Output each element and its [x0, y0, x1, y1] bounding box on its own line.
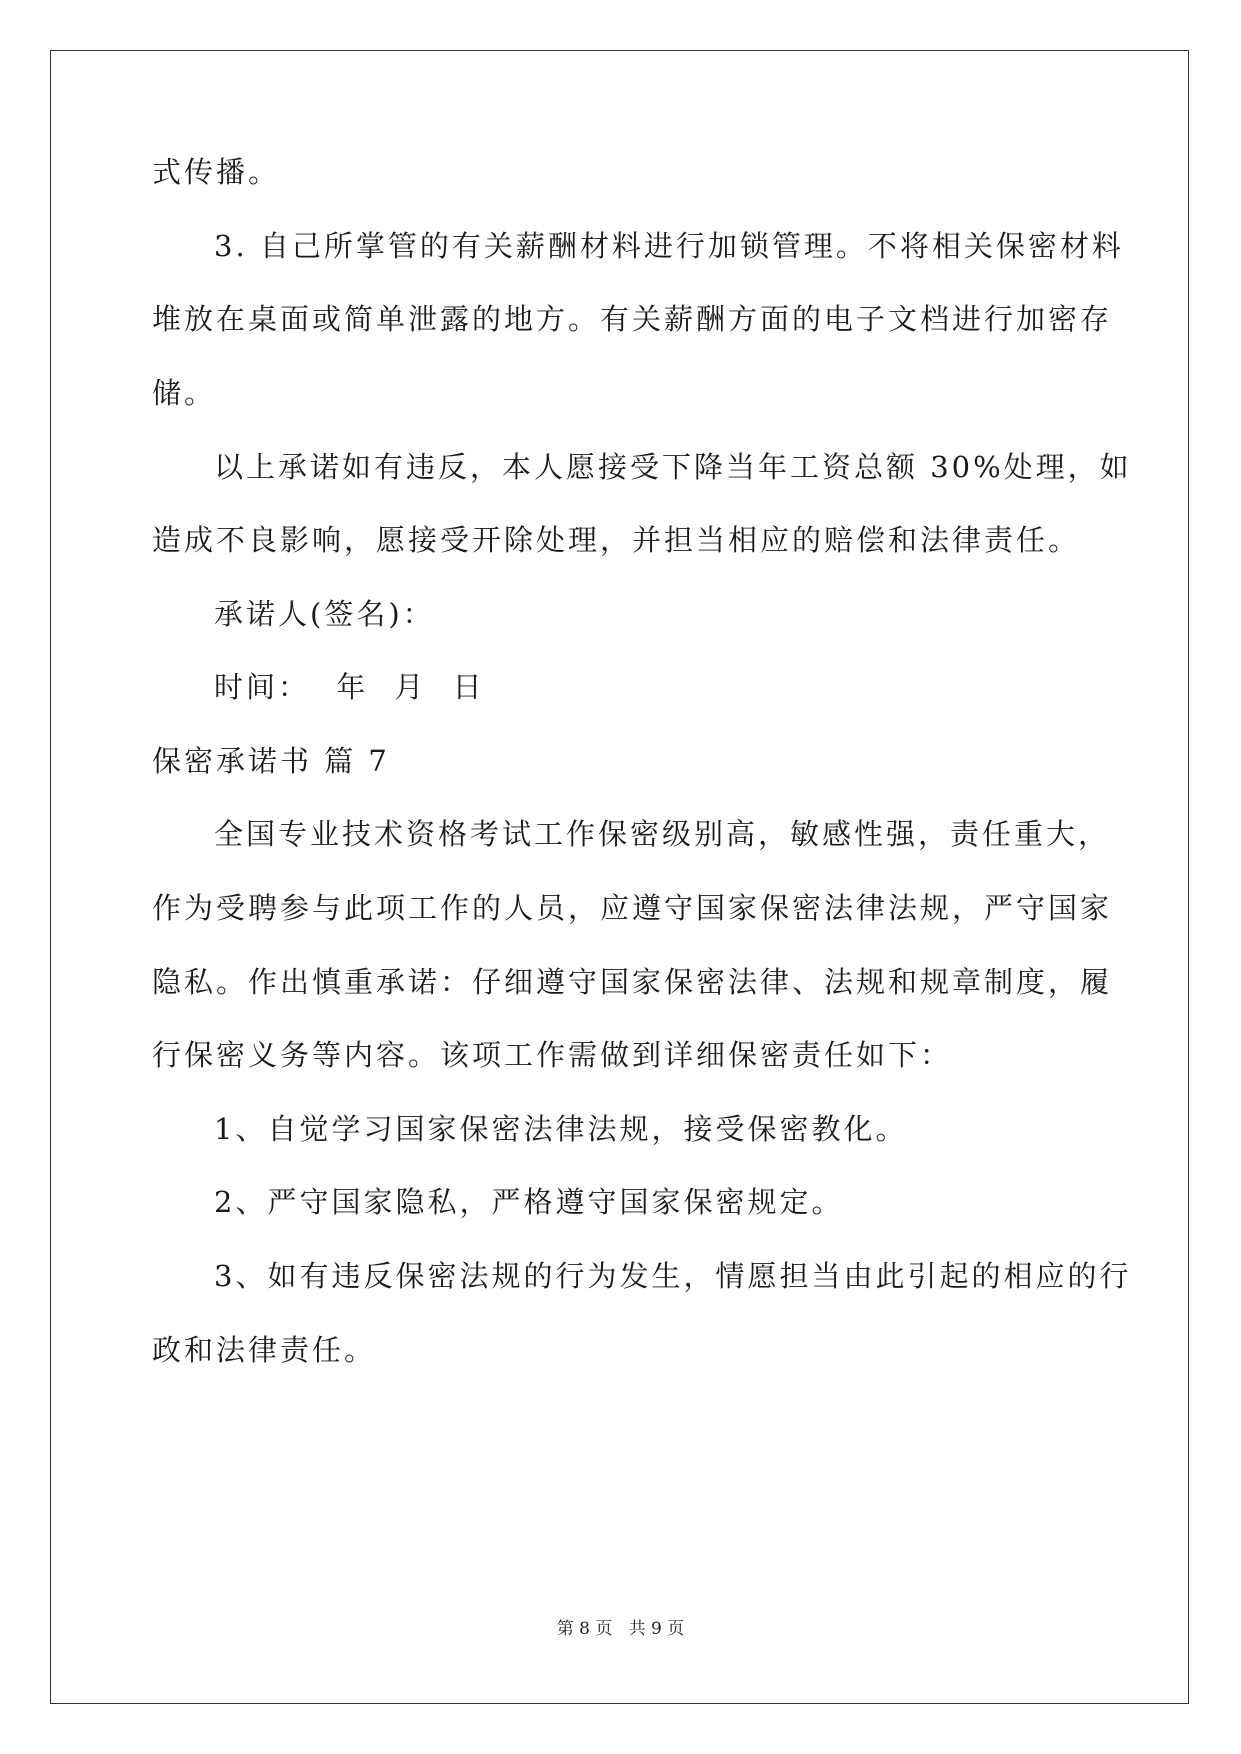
- text-line: 堆放在桌面或简单泄露的地方。有关薪酬方面的电子文档进行加密存: [152, 302, 1113, 336]
- text-line: 式传播。: [152, 155, 281, 189]
- text-line: 造成不良影响，愿接受开除处理，并担当相应的赔偿和法律责任。: [152, 523, 1081, 557]
- signature-line: 承诺人(签名)：: [214, 597, 435, 631]
- list-item: 3、如有违反保密法规的行为发生，情愿担当由此引起的相应的行: [214, 1259, 1132, 1293]
- text-line: 作为受聘参与此项工作的人员，应遵守国家保密法律法规，严守国家: [152, 891, 1113, 925]
- list-item: 1、自觉学习国家保密法律法规，接受保密教化。: [214, 1112, 908, 1146]
- text-line: 3. 自己所掌管的有关薪酬材料进行加锁管理。不将相关保密材料: [214, 229, 1124, 263]
- page-total: 共 9 页: [628, 1619, 685, 1639]
- text-line: 以上承诺如有违反，本人愿接受下降当年工资总额 30%处理，如: [214, 450, 1132, 484]
- section-heading: 保密承诺书 篇 7: [152, 744, 390, 778]
- text-line: 隐私。作出慎重承诺：仔细遵守国家保密法律、法规和规章制度，履: [152, 965, 1113, 999]
- page-number: 第 8 页: [556, 1619, 613, 1639]
- list-item: 2、严守国家隐私，严格遵守国家保密规定。: [214, 1185, 844, 1219]
- text-line: 政和法律责任。: [152, 1333, 377, 1367]
- page-footer: [0, 1614, 1241, 1639]
- text-line: 全国专业技术资格考试工作保密级别高，敏感性强，责任重大，: [214, 817, 1111, 851]
- text-line: 储。: [152, 376, 217, 410]
- text-line: 行保密义务等内容。该项工作需做到详细保密责任如下：: [152, 1038, 953, 1072]
- date-line: 时间： 年 月 日: [214, 670, 485, 704]
